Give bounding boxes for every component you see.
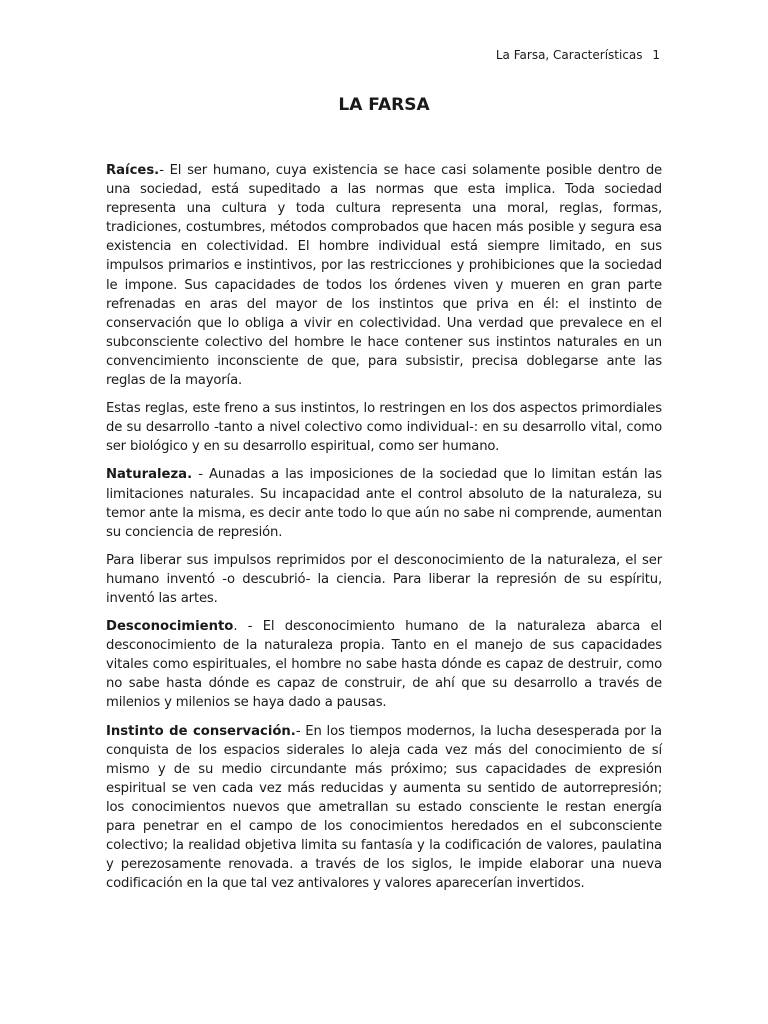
paragraph-text: - Aunadas a las imposiciones de la sociedad que lo limitan están las limitaciones naturales. Su incapacidad ante el control absoluto de la naturaleza, su temor ante la misma, es decir ante todo lo que aún no sabe ni comprende, aumentan su conciencia de represión.	[106, 467, 662, 540]
paragraph-heading: Instinto de conservación.	[106, 723, 296, 739]
paragraph-raices	[106, 161, 662, 390]
paragraph-desconocimiento	[106, 617, 662, 712]
paragraph-text: Para liberar sus impulsos reprimidos por el desconocimiento de la naturaleza, el ser humano inventó -o descubrió- la ciencia. Para liberar la represión de su espíritu, inventó las artes.	[106, 552, 662, 606]
paragraph-para-liberar	[106, 551, 662, 608]
paragraph-heading: Raíces.	[106, 163, 160, 178]
paragraph-estas-reglas	[106, 399, 662, 456]
paragraph-heading: Naturaleza.	[106, 467, 193, 483]
paragraph-naturaleza	[106, 465, 662, 541]
paragraph-heading: Desconocimiento	[106, 619, 234, 635]
page-number: 1	[652, 48, 660, 62]
paragraph-text: . - El desconocimiento humano de la naturaleza abarca el desconocimiento de la naturaleza propia. Tanto en el manejo de sus capacidades vitales como espirituales, el hombre no sabe hasta dónde es capaz de destruir, como no sabe hasta dónde es capaz de construir, de ahí que su desarrollo a través de milenios y milenios se haya dado a pausas.	[106, 619, 662, 711]
paragraph-text: Estas reglas, este freno a sus instintos, lo restringen en los dos aspectos primordiales de su desarrollo -tanto a nivel colectivo como individual-: en su desarrollo vital, como ser biológico y en su desarrollo espiritual, como ser humano.	[106, 401, 662, 455]
document-title: LA FARSA	[338, 95, 430, 115]
running-title: La Farsa, Características	[495, 48, 643, 62]
paragraph-text: - El ser humano, cuya existencia se hace casi solamente posible dentro de una sociedad, está supeditado a las normas que esta implica. Toda sociedad representa una cultura y toda cultura representa una moral, reglas, formas, tradiciones, costumbres, métodos comprobados que hacen más posible y segura esa existencia en colectividad. El hombre individual está siempre limitado, en sus impulsos primarios e instintivos, por las restricciones y prohibiciones que la sociedad le impone. Sus capacidades de todos los órdenes viven y mueren en gran parte refrenadas en aras del mayor de los instintos que priva en él: el instinto de conservación que lo obliga a vivir en colectividad. Una verdad que prevalece en el subconsciente colectivo del hombre le hace contener sus instintos naturales en un convencimiento inconsciente de que, para subsistir, precisa doblegarse ante las reglas de la mayoría.	[106, 163, 662, 389]
document-body	[106, 161, 662, 902]
paragraph-instinto	[106, 722, 662, 894]
paragraph-text: - En los tiempos modernos, la lucha desesperada por la conquista de los espacios siderales lo aleja cada vez más del conocimiento de sí mismo y de su medio circundante más próximo; sus capacidades de expresión espiritual se ven cada vez más reducidas y aumenta su sentido de autorrepresión; los conocimientos nuevos que ametrallan su estado consciente le restan energía para penetrar en el campo de los conocimientos heredados en el subconsciente colectivo; la realidad objetiva limita su fantasía y la codificación de valores, paulatina y perezosamente renovada. a través de los siglos, le impide elaborar una nueva codificación en la que tal vez antivalores y valores aparecerían invertidos.	[106, 723, 662, 892]
running-header	[496, 47, 660, 63]
